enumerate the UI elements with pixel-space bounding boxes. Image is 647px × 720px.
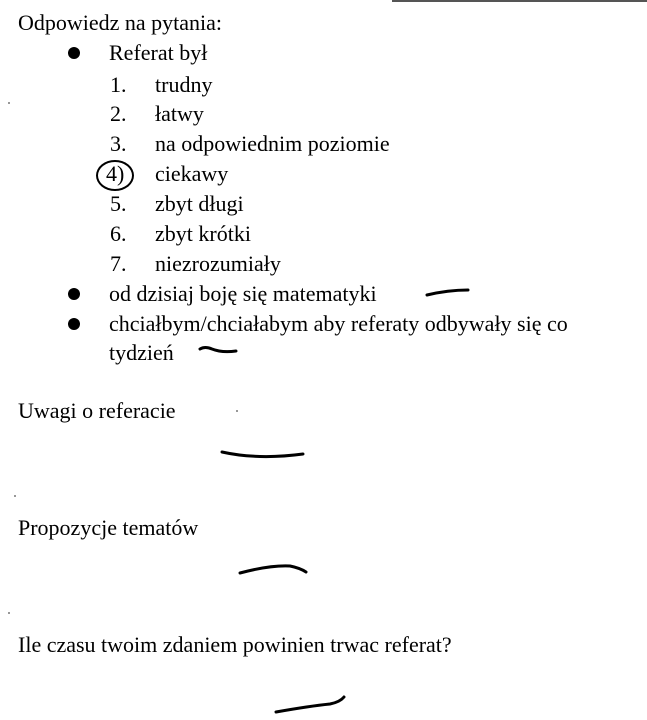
statement-math-fear: od dzisiaj boję się matematyki [109,281,377,306]
handwritten-dash [200,348,236,352]
option-text: zbyt długi [155,191,244,216]
statement-weekly-line2: tydzień [109,340,174,365]
scan-speck [8,102,10,104]
option-text: łatwy [155,101,204,126]
option-text: trudny [155,72,213,97]
option-number: 1. [110,72,127,97]
handwritten-dash [240,566,306,573]
option-text: zbyt krótki [155,221,251,246]
option-text: niezrozumiały [155,251,281,276]
handwritten-dash [276,697,344,712]
duration-label: Ile czasu twoim zdaniem powinien trwac referat? [18,632,452,657]
option-number: 5. [110,191,127,216]
option-number: 6. [110,221,127,246]
option-number: 3. [110,131,127,156]
option-number: 2. [110,101,127,126]
scan-speck [8,612,10,614]
handwritten-dash [222,452,303,457]
scan-speck [236,410,238,412]
remarks-label: Uwagi o referacie [18,398,176,423]
option-number: 7. [110,251,127,276]
option-number: 4) [106,161,125,186]
question-referat-label: Referat był [109,40,208,65]
handwritten-dash [427,290,468,295]
scan-speck [14,495,16,497]
statement-weekly-line1: chciałbym/chciałabym aby referaty odbywały się co [109,311,568,336]
option-text: ciekawy [155,161,229,186]
instructions-heading: Odpowiedz na pytania: [18,10,223,35]
topics-label: Propozycje tematów [18,515,199,540]
option-text: na odpowiednim poziomie [155,131,390,156]
